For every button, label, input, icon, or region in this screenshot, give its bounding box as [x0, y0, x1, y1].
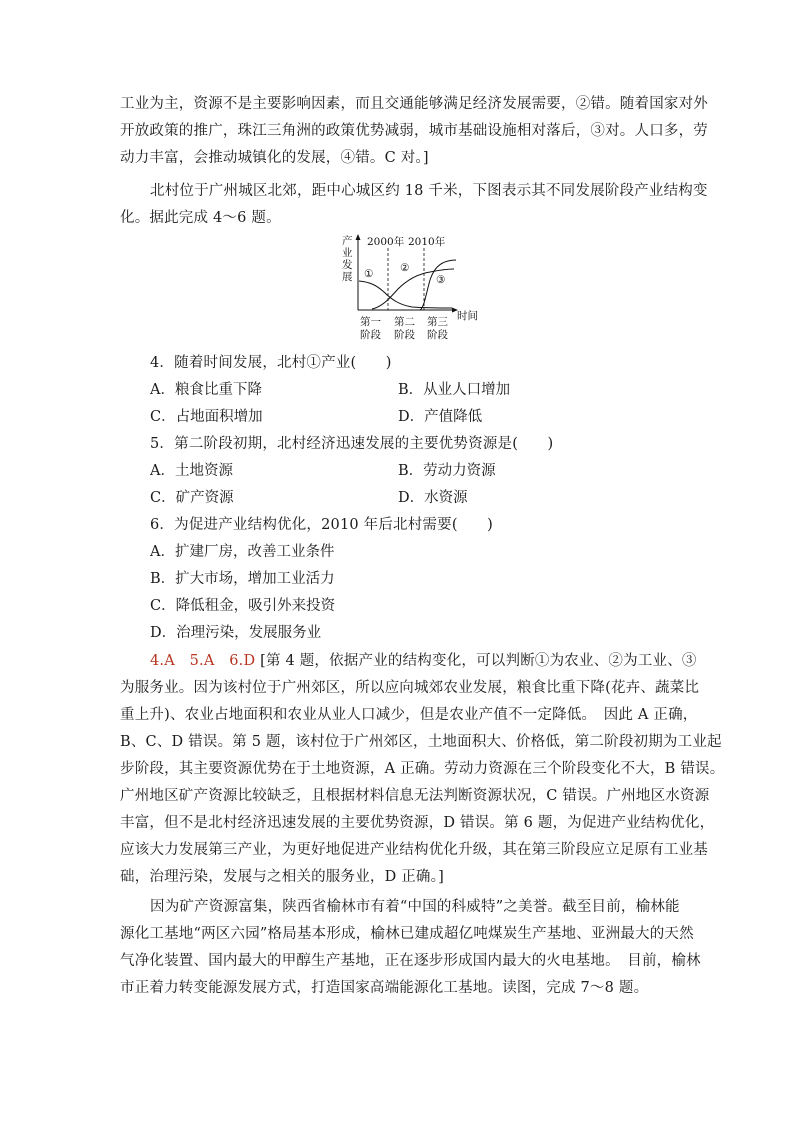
industry-structure-svg [338, 232, 484, 346]
ylabel-char-2: 业 [342, 247, 353, 259]
stage-3-line2: 阶段 [427, 329, 448, 341]
stage-1-line2: 阶段 [360, 329, 381, 341]
intro-line-1: 工业为主，资源不是主要影响因素，而且交通能够满足经济发展需要，②错。随着国家对外 [120, 96, 708, 112]
next-line-1: 因为矿产资源富集，陕西省榆林市有着“中国的科威特”之美誉。截至目前，榆林能 [150, 899, 680, 915]
intro-line-2: 开放政策的推广，珠江三角洲的政策优势减弱，城市基础设施相对落后，③对。人口多，劳 [120, 123, 708, 139]
y-axis-arrow [356, 234, 361, 240]
answer-first-line-rest: [第 4 题，依据产业的结构变化，可以判断①为农业、②为工业、③ [260, 653, 697, 669]
question-5-option-a: A．土地资源 [150, 463, 233, 479]
industry-structure-figure [338, 232, 484, 346]
question-5-option-b: B．劳动力资源 [398, 463, 496, 479]
curve-label-3: ③ [436, 274, 446, 286]
curve-label-2: ② [400, 262, 410, 274]
stem-line-1: 北村位于广州城区北郊，距中心城区约 18 千米，下图表示其不同发展阶段产业结构变 [150, 183, 708, 199]
ylabel-char-4: 展 [342, 271, 353, 283]
answer-line-6: 丰富，但不是北村经济迅速发展的主要优势资源，D 错误。第 6 题，为促进产业结构优化， [120, 815, 715, 831]
question-5-option-d: D．水资源 [398, 490, 468, 506]
stem-line-2: 化。据此完成 4～6 题。 [120, 210, 281, 226]
question-6-option-d: D．治理污染，发展服务业 [150, 625, 322, 641]
question-4-option-b: B．从业人口增加 [398, 382, 511, 398]
stage-2-line1: 第二 [394, 316, 415, 328]
next-line-3: 气净化装置、国内最大的甲醇生产基地，正在逐步形成国内最大的火电基地。 目前，榆林 [120, 953, 701, 969]
stage-2-line2: 阶段 [394, 329, 415, 341]
answer-line-2: 重上升)、农业占地面积和农业从业人口减少，但是农业产值不一定降低。 因此 A 正确， [120, 707, 698, 723]
answer-line-7: 应该大力发展第三产业，为更好地促进产业结构优化升级，其在第三阶段应立足原有工业基 [120, 842, 708, 858]
ylabel-char-1: 产 [342, 235, 353, 247]
question-4-option-a: A．粮食比重下降 [150, 382, 262, 398]
answer-line-4: 步阶段，其主要资源优势在于土地资源，A 正确。劳动力资源在三个阶段变化不大，B 错误。 [120, 761, 725, 777]
question-6-option-b: B．扩大市场，增加工业活力 [150, 571, 335, 587]
question-6-stem: 6．为促进产业结构优化，2010 年后北村需要( ) [150, 517, 493, 533]
xlabel: 时间 [457, 310, 478, 322]
answer-first-line [150, 651, 697, 671]
stage-3-line1: 第三 [427, 316, 448, 328]
year-2010-label: 2010年 [408, 236, 446, 248]
answer-line-3: B、C、D 错误。第 5 题，该村位于广州郊区，土地面积大、价格低，第二阶段初期为工业起 [120, 734, 722, 750]
answer-key: 4.A 5.A 6.D [150, 653, 256, 669]
question-5-option-c: C．矿产资源 [150, 490, 234, 506]
question-6-option-a: A．扩建厂房，改善工业条件 [150, 544, 335, 560]
next-line-2: 源化工基地“两区六园”格局基本形成，榆林已建成超亿吨煤炭生产基地、亚洲最大的天然 [120, 926, 694, 942]
curve-label-1: ① [364, 268, 374, 280]
question-6-option-c: C．降低租金，吸引外来投资 [150, 598, 336, 614]
question-4-option-d: D．产值降低 [398, 409, 483, 425]
answer-line-5: 广州地区矿产资源比较缺乏，且根据材料信息无法判断资源状况，C 错误。广州地区水资源 [120, 788, 710, 804]
answer-line-1: 为服务业。因为该村位于广州郊区，所以应向城郊农业发展，粮食比重下降(花卉、蔬菜比 [120, 680, 700, 696]
question-4-option-c: C．占地面积增加 [150, 409, 263, 425]
intro-line-3: 动力丰富，会推动城镇化的发展，④错。C 对。] [120, 150, 429, 166]
question-4-stem: 4．随着时间发展，北村①产业( ) [150, 355, 392, 371]
next-line-4: 市正着力转变能源发展方式，打造国家高端能源化工基地。读图，完成 7～8 题。 [120, 980, 649, 996]
question-5-stem: 5．第二阶段初期，北村经济迅速发展的主要优势资源是( ) [150, 436, 554, 452]
year-2000-label: 2000年 [367, 236, 405, 248]
ylabel-char-3: 发 [342, 259, 353, 271]
answer-line-8: 础，治理污染，发展与之相关的服务业，D 正确。] [120, 869, 444, 885]
stage-1-line1: 第一 [360, 316, 381, 328]
